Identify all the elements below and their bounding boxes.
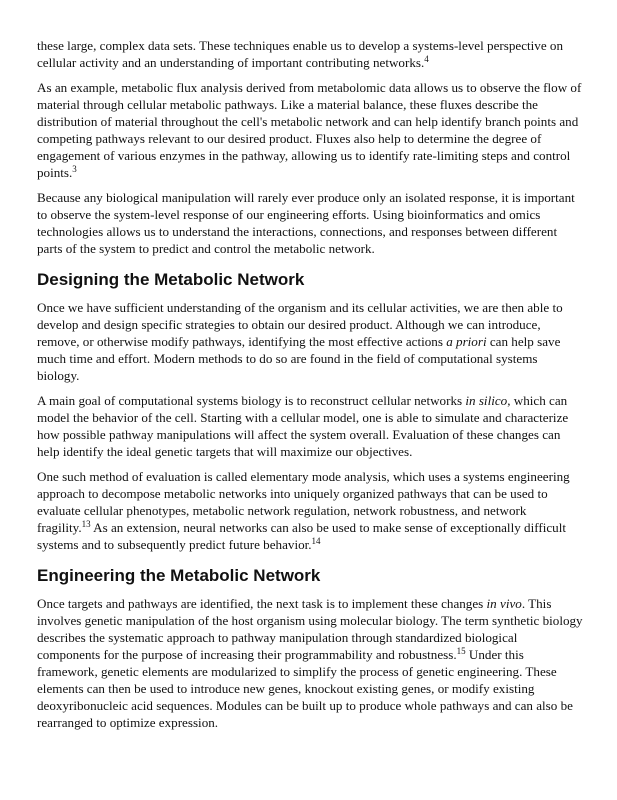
citation-superscript: 13 (81, 519, 91, 529)
engineering-paragraph-1: Once targets and pathways are identified, the next task is to implement these changes in vivo. This involves genetic manipulation of the host organism using molecular biology. The term synthetic biology describes the systematic approach to pathway manipulation through standardized biological components for the purpose of increasing their programmability and robustness.$^{15}$ Under this framework, genetic elements are modularized to simplify the process of genetic engineering. These elements can then be used to introduce new genes, knockout existing genes, or modify existing deoxyribonucleic acid sequences. Modules can be built up to produce whole pathways and can also be rearranged to optimize expression. (37, 596, 583, 730)
document-page (37, 37, 583, 739)
intro-paragraph-3: Because any biological manipulation will rarely ever produce only an isolated response, it is important to observe the system-level response of our engineering efforts. Using bioinformatics and omics technologies allows us to understand the interactions, connections, and responses between different parts of the system to predict and control the metabolic network. (37, 190, 575, 256)
citation-superscript: 3 (72, 164, 77, 174)
citation-superscript: 14 (311, 536, 321, 546)
designing-paragraph-2: A main goal of computational systems biology is to reconstruct cellular networks in silico, which can model the behavior of the cell. Starting with a cellular model, one is able to simulate and characterize how possible pathway manipulations will affect the system overall. Evaluation of these changes can help identify the ideal genetic targets that will maximize our objectives. (37, 393, 569, 459)
intro-paragraph-1: these large, complex data sets. These techniques enable us to develop a systems-level perspective on cellular activity and an understanding of important contributing networks.$^4$ (37, 38, 564, 70)
citation-superscript: 15 (456, 646, 466, 656)
intro-paragraph-2: As an example, metabolic flux analysis derived from metabolomic data allows us to observe the flow of material through cellular metabolic pathways. Like a material balance, these fluxes describe the distribution of material throughout the cell's metabolic network and can help identify branch points and competing pathways relevant to our desired product. Fluxes also help to determine the degree of engagement of various enzymes in the pathway, allowing us to identify rate-limiting steps and control points.$^3$ (37, 80, 582, 180)
section-heading-engineering: Engineering the Metabolic Network (37, 566, 321, 585)
section-heading-designing: Designing the Metabolic Network (37, 270, 305, 289)
designing-paragraph-3: One such method of evaluation is called elementary mode analysis, which uses a systems engineering approach to decompose metabolic networks into uniquely organized pathways that can be used to evaluate cellular phenotypes, metabolic network regulation, network robustness, and network fragility.$^{13}$ As an extension, neural networks can also be used to make sense of exceptionally difficult systems and to subsequently predict future behavior.$^{14}$ (37, 469, 570, 552)
citation-superscript: 4 (424, 54, 429, 64)
designing-paragraph-1: Once we have sufficient understanding of the organism and its cellular activities, we are then able to develop and design specific strategies to obtain our desired product. Although we can introduce, remove, or otherwise modify pathways, identifying the most effective actions a priori can help save much time and effort. Modern methods to do so are found in the field of computational systems biology. (37, 300, 563, 383)
